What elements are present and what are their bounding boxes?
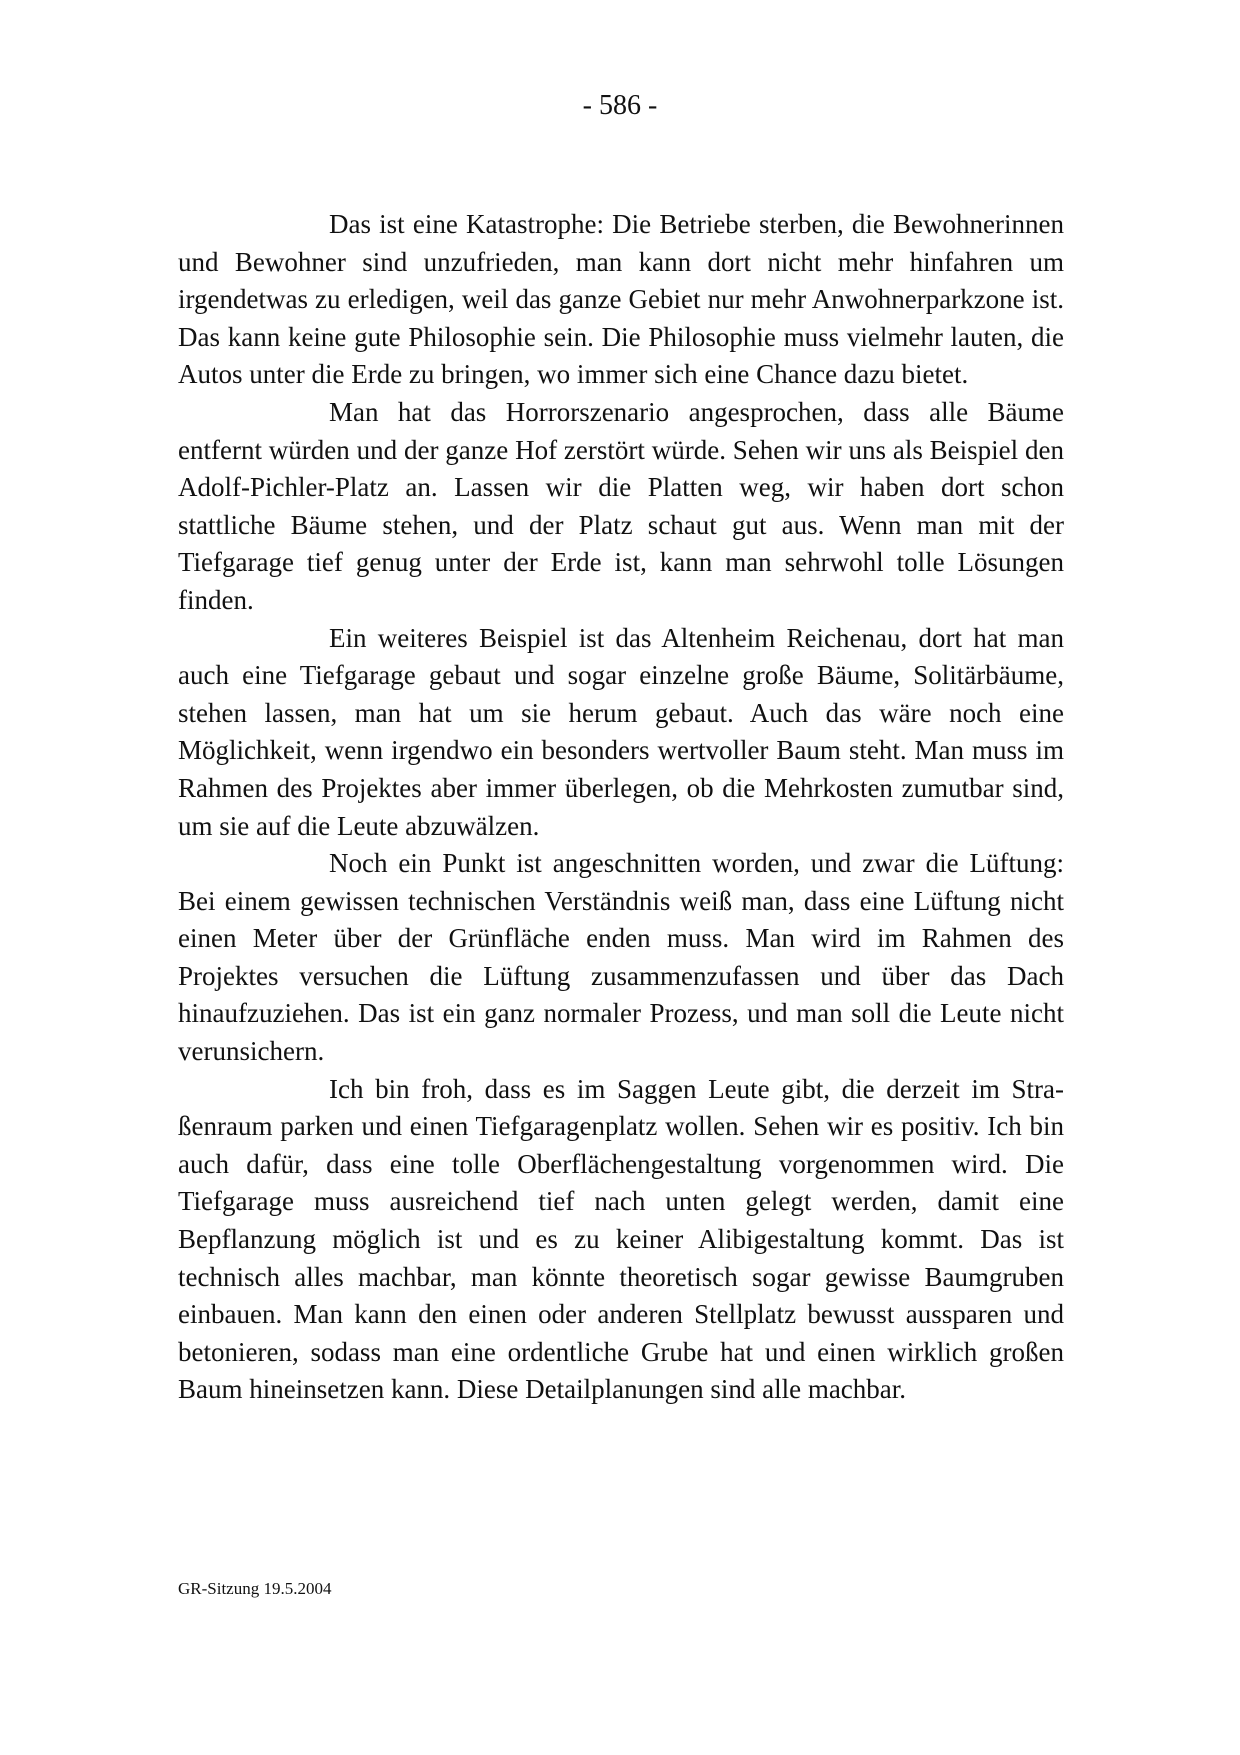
paragraph-1: Das ist eine Katastrophe: Die Betriebe sterben, die Bewohnerinnen und Bewohner sind unzufrieden, man kann dort nicht mehr hinfahren um irgendetwas zu erledigen, weil das ganze Gebiet nur mehr Anwohnerparkzone ist. Das kann keine gute Philosophie sein. Die Philosophie muss vielmehr lauten, die Autos unter die Erde zu bringen, wo immer sich eine Chance dazu bietet. <box>178 209 1064 390</box>
body-text <box>178 206 1064 1409</box>
paragraph-5: Ich bin froh, dass es im Saggen Leute gibt, die derzeit im Straßenraum parken und einen Tiefgaragenplatz wollen. Sehen wir es positiv. Ich bin auch dafür, dass eine tolle Oberflächengestaltung vorgenommen wird. Die Tiefgarage muss ausreichend tief nach unten gelegt werden, damit eine Bepflanzung möglich ist und es zu keiner Alibigestaltung kommt. Das ist technisch alles machbar, man könnte theoretisch sogar gewisse Baumgruben einbauen. Man kann den einen oder anderen Stellplatz bewusst aussparen und betonieren, sodass man eine ordentliche Grube hat und einen wirklich großen Baum hineinsetzen kann. Diese Detailplanungen sind alle machbar. <box>178 1073 1064 1405</box>
page-number: - 586 - <box>582 90 658 121</box>
paragraph-4: Noch ein Punkt ist angeschnitten worden, und zwar die Lüftung: Bei einem gewissen technischen Verständnis weiß man, dass eine Lüftung nicht einen Meter über der Grünfläche enden muss. Man wird im Rahmen des Projektes versuchen die Lüftung zusammenzufassen und über das Dach hinaufzuziehen. Das ist ein ganz normaler Prozess, und man soll die Leute nicht verunsichern. <box>178 848 1064 1067</box>
paragraph-3: Ein weiteres Beispiel ist das Altenheim Reichenau, dort hat man auch eine Tiefgarage gebaut und sogar einzelne große Bäume, Solitärbäume, stehen lassen, man hat um sie herum gebaut. Auch das wäre noch eine Möglichkeit, wenn irgendwo ein besonders wertvoller Baum steht. Man muss im Rahmen des Projektes aber immer überlegen, ob die Mehrkosten zumutbar sind, um sie auf die Leute abzuwälzen. <box>178 622 1064 841</box>
page-footer: GR-Sitzung 19.5.2004 <box>178 1579 332 1598</box>
paragraph-2: Man hat das Horrorszenario angesprochen, dass alle Bäume entfernt würden und der ganze Hof zerstört würde. Sehen wir uns als Beispiel den Adolf-Pichler-Platz an. Lassen wir die Platten weg, wir haben dort schon stattliche Bäume stehen, und der Platz schaut gut aus. Wenn man mit der Tiefgarage tief genug unter der Erde ist, kann man sehrwohl tolle Lösungen finden. <box>178 396 1064 615</box>
